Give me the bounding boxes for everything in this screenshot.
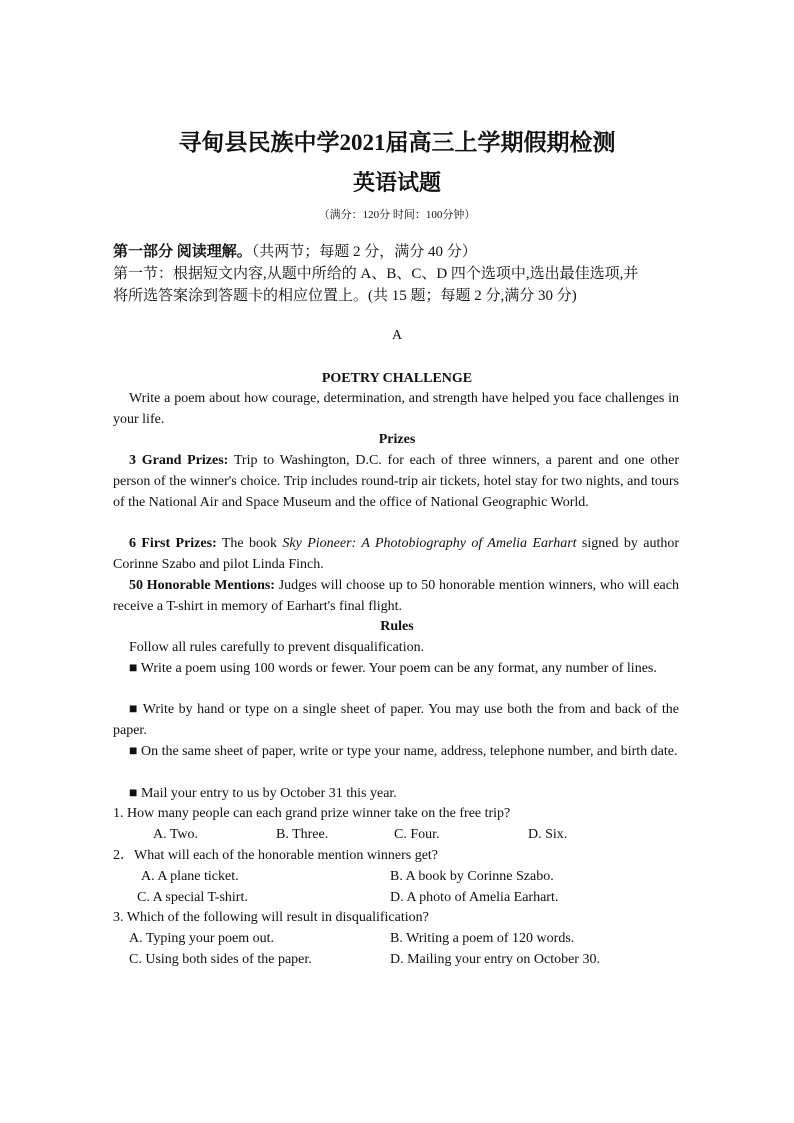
part1-heading-bold: 第一部分 阅读理解。 xyxy=(113,244,252,260)
option-b: B. Three. xyxy=(276,827,329,842)
option-c: C. Using both sides of the paper. xyxy=(129,952,312,967)
option-a: A. A plane ticket. xyxy=(141,869,239,884)
option-d: D. Mailing your entry on October 30. xyxy=(390,952,600,967)
grand-prizes-label: 3 Grand Prizes: xyxy=(129,453,229,468)
option-a: A. Typing your poem out. xyxy=(129,931,274,946)
rule-item: ■ Mail your entry to us by October 31 this year. xyxy=(129,786,397,801)
first-prizes-paragraph xyxy=(113,534,679,576)
option-d: D. Six. xyxy=(528,827,568,842)
rule-item: ■ Write a poem using 100 words or fewer. Your poem can be any format, any number of lines. xyxy=(129,661,657,676)
question-stem: 1. How many people can each grand prize winner take on the free trip? xyxy=(113,806,511,821)
exam-title: 寻甸县民族中学2021届高三上学期假期检测 xyxy=(178,130,616,155)
passage-letter: A xyxy=(391,328,403,343)
question-stem: 2．What will each of the honorable mention winners get? xyxy=(113,848,439,863)
grand-prizes-text: Trip to Washington, D.C. for each of three winners, a parent and one other person of the winner's choice. Trip includes round-trip air tickets, hotel stay for two nights, and tours of the National Air and Space Museum and the office of National Geographic World. xyxy=(113,453,680,510)
option-d: D. A photo of Amelia Earhart. xyxy=(390,890,559,905)
section-instructions-line1: 第一节：根据短文内容,从题中所给的 A、B、C、D 四个选项中,选出最佳选项,并 xyxy=(113,266,639,282)
exam-meta: （满分：120分 时间：100分钟） xyxy=(318,209,476,221)
option-b: B. Writing a poem of 120 words. xyxy=(390,931,575,946)
rules-heading: Rules xyxy=(380,619,414,634)
prizes-heading: Prizes xyxy=(378,432,416,447)
option-a: A. Two. xyxy=(153,827,199,842)
honorable-mentions-paragraph xyxy=(113,576,679,618)
rules-intro: Follow all rules carefully to prevent disqualification. xyxy=(129,640,425,655)
exam-subtitle: 英语试题 xyxy=(352,170,441,195)
first-prizes-label: 6 First Prizes: xyxy=(129,536,217,551)
rule-item: ■ On the same sheet of paper, write or type your name, address, telephone number, and birth date. xyxy=(129,744,678,759)
part1-heading-rest: （共两节；每题 2 分，满分 40 分） xyxy=(251,244,477,260)
question-stem: 3. Which of the following will result in disqualification? xyxy=(113,910,429,925)
section-instructions-line2: 将所选答案涂到答题卡的相应位置上。(共 15 题；每题 2 分,满分 30 分) xyxy=(113,288,577,304)
honorable-mentions-label: 50 Honorable Mentions: xyxy=(129,578,275,593)
grand-prizes-paragraph xyxy=(113,451,679,513)
honorable-mentions-text: Judges will choose up to 50 honorable mention winners, who will each receive a T-shirt in memory of Earhart's final flight. xyxy=(113,578,679,614)
passage-intro: Write a poem about how courage, determination, and strength have helped you face challenges in your life. xyxy=(113,391,679,427)
first-prizes-pre: The book xyxy=(216,536,283,551)
part1-heading xyxy=(113,242,477,263)
option-c: C. A special T-shirt. xyxy=(137,890,248,905)
book-title: Sky Pioneer: A Photobiography of Amelia Earhart xyxy=(282,536,577,551)
option-c: C. Four. xyxy=(394,827,440,842)
rule-item: ■ Write by hand or type on a single sheet of paper. You may use both the from and back of the paper. xyxy=(113,702,679,738)
first-prizes-post: signed by author Corinne Szabo and pilot Linda Finch. xyxy=(113,536,679,572)
option-b: B. A book by Corinne Szabo. xyxy=(390,869,554,884)
passage-title: POETRY CHALLENGE xyxy=(321,371,473,386)
